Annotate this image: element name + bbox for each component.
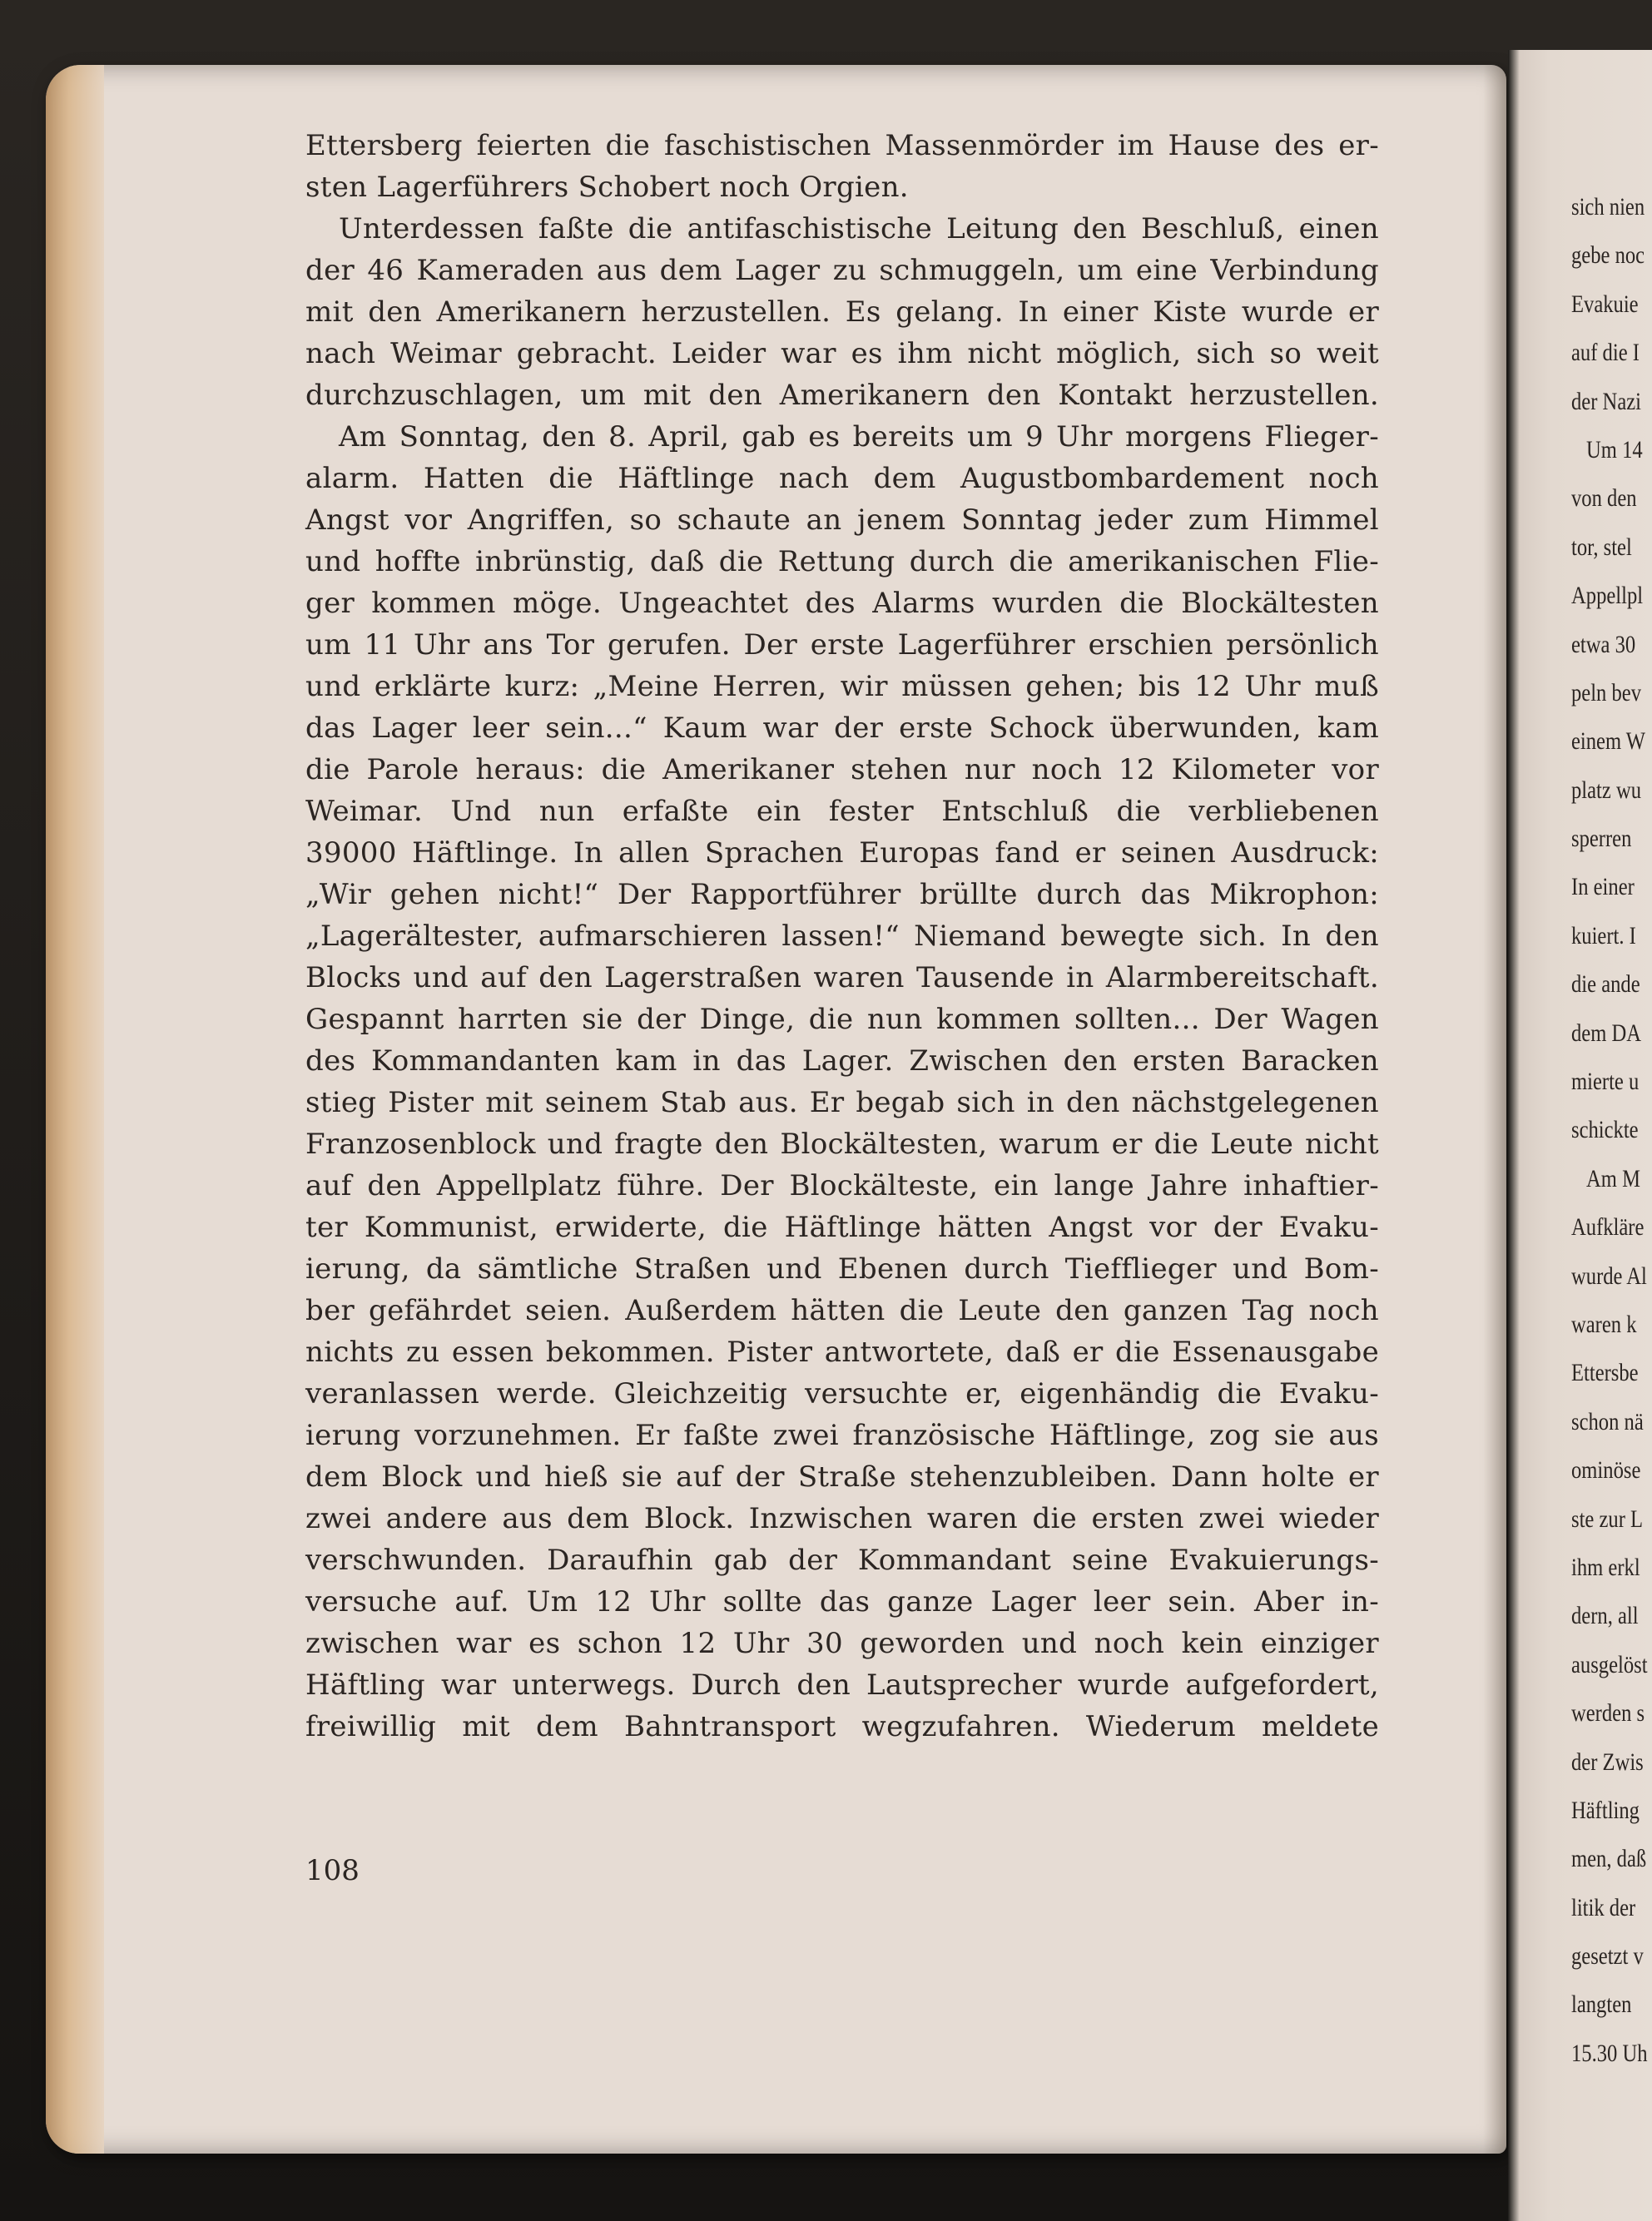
right-text-line: litik der	[1571, 1893, 1636, 1921]
text-line: Gespannt harrten sie der Dinge, die nun kommen sollten... Der Wagen	[305, 1003, 1379, 1036]
right-text-line: dem DA	[1571, 1019, 1642, 1047]
right-text-line: ihm erkl	[1571, 1553, 1640, 1581]
right-text-line: sperren	[1571, 825, 1632, 853]
right-page-text	[1571, 183, 1652, 2078]
text-line: der 46 Kameraden aus dem Lager zu schmuggeln, um eine Verbindung	[305, 254, 1379, 287]
text-line: alarm. Hatten die Häftlinge nach dem Augustbombardement noch	[305, 462, 1379, 495]
right-text-line: ominöse	[1571, 1456, 1641, 1485]
text-line: „Wir gehen nicht!“ Der Rapportführer brüllte durch das Mikrophon:	[305, 878, 1379, 911]
right-page-fragment	[1508, 50, 1652, 2221]
page-edge	[46, 65, 104, 2154]
text-line: Häftling war unterwegs. Durch den Lautsprecher wurde aufgefordert,	[305, 1668, 1379, 1702]
right-text-line: Häftling	[1571, 1796, 1640, 1824]
page-gutter-shadow	[1483, 65, 1506, 2154]
text-line: Angst vor Angriffen, so schaute an jenem Sonntag jeder zum Himmel	[305, 503, 1379, 537]
text-line: dem Block und hieß sie auf der Straße stehenzubleiben. Dann holte er	[305, 1460, 1379, 1494]
text-line: auf den Appellplatz führe. Der Blockälteste, ein lange Jahre inhaftier-	[305, 1169, 1379, 1202]
text-line: „Lagerältester, aufmarschieren lassen!“ Niemand bewegte sich. In den	[305, 920, 1379, 953]
right-text-line: dern, all	[1571, 1602, 1639, 1630]
text-line: und erklärte kurz: „Meine Herren, wir müssen gehen; bis 12 Uhr muß	[305, 670, 1379, 703]
right-text-line: Appellpl	[1571, 582, 1644, 610]
text-line: stieg Pister mit seinem Stab aus. Er begab sich in den nächstgelegenen	[305, 1086, 1379, 1119]
text-line: Weimar. Und nun erfaßte ein fester Entschluß die verbliebenen	[305, 795, 1379, 828]
page-body-text	[305, 125, 1379, 1748]
text-line: 39000 Häftlinge. In allen Sprachen Europas fand er seinen Ausdruck:	[305, 836, 1379, 870]
right-text-line: Um 14	[1586, 435, 1643, 464]
text-line: ierung vorzunehmen. Er faßte zwei französische Häftlinge, zog sie aus	[305, 1419, 1379, 1452]
text-line: zwischen war es schon 12 Uhr 30 geworden und noch kein einziger	[305, 1627, 1379, 1660]
right-text-line: platz wu	[1571, 776, 1642, 804]
right-text-line: die ande	[1571, 970, 1640, 999]
text-line: des Kommandanten kam in das Lager. Zwischen den ersten Baracken	[305, 1044, 1379, 1078]
text-line: ger kommen möge. Ungeachtet des Alarms wurden die Blockältesten	[305, 587, 1379, 620]
right-text-line: etwa 30	[1571, 630, 1636, 658]
right-text-line: tor, stel	[1571, 533, 1632, 561]
right-text-line: Evakuie	[1571, 290, 1639, 318]
right-text-line: Ettersbe	[1571, 1359, 1639, 1387]
text-line: ierung, da sämtliche Straßen und Ebenen durch Tiefflieger und Bom-	[305, 1252, 1379, 1286]
right-text-line: der Zwis	[1571, 1748, 1644, 1776]
right-text-line: Am M	[1586, 1164, 1640, 1192]
right-text-line: langten	[1571, 1990, 1632, 2019]
text-line: Blocks und auf den Lagerstraßen waren Tausende in Alarmbereitschaft.	[305, 961, 1379, 994]
text-line: sten Lagerführers Schobert noch Orgien.	[305, 171, 909, 204]
right-text-line: schon nä	[1571, 1407, 1644, 1435]
text-line: ter Kommunist, erwiderte, die Häftlinge hätten Angst vor der Evaku-	[305, 1211, 1379, 1244]
text-line: versuche auf. Um 12 Uhr sollte das ganze Lager leer sein. Aber in-	[305, 1585, 1379, 1619]
text-line: Unterdessen faßte die antifaschistische Leitung den Beschluß, einen	[339, 212, 1379, 245]
text-line: freiwillig mit dem Bahntransport wegzufahren. Wiederum meldete	[305, 1710, 1379, 1743]
text-line: nichts zu essen bekommen. Pister antwortete, daß er die Essenausgabe	[305, 1336, 1379, 1369]
text-line: mit den Amerikanern herzustellen. Es gelang. In einer Kiste wurde er	[305, 295, 1379, 329]
right-text-line: mierte u	[1571, 1068, 1640, 1096]
page-number: 108	[305, 1854, 360, 1887]
right-text-line: men, daß	[1571, 1845, 1647, 1873]
right-text-line: sich nien	[1571, 193, 1645, 221]
right-text-line: ausgelöst	[1571, 1650, 1648, 1678]
right-text-line: kuiert. I	[1571, 921, 1636, 949]
right-text-line: wurde Al	[1571, 1262, 1647, 1290]
right-text-line: von den	[1571, 484, 1637, 513]
right-text-line: werden s	[1571, 1699, 1645, 1728]
right-text-line: 15.30 Uh	[1571, 2039, 1648, 2067]
text-line: die Parole heraus: die Amerikaner stehen nur noch 12 Kilometer vor	[305, 753, 1379, 786]
text-line: durchzuschlagen, um mit den Amerikanern den Kontakt herzustellen.	[305, 379, 1379, 412]
right-text-line: waren k	[1571, 1310, 1637, 1338]
right-text-line: einem W	[1571, 727, 1646, 756]
text-line: Ettersberg feierten die faschistischen Massenmörder im Hause des er-	[305, 129, 1379, 162]
right-text-line: peln bev	[1571, 678, 1642, 706]
right-text-line: In einer	[1571, 873, 1635, 901]
text-line: veranlassen werde. Gleichzeitig versuchte er, eigenhändig die Evaku-	[305, 1377, 1379, 1410]
text-line: Franzosenblock und fragte den Blockältesten, warum er die Leute nicht	[305, 1128, 1379, 1161]
text-line: zwei andere aus dem Block. Inzwischen waren die ersten zwei wieder	[305, 1502, 1379, 1535]
text-line: um 11 Uhr ans Tor gerufen. Der erste Lagerführer erschien persönlich	[305, 628, 1379, 662]
text-line: nach Weimar gebracht. Leider war es ihm nicht möglich, sich so weit	[305, 337, 1379, 370]
text-line: das Lager leer sein...“ Kaum war der erste Schock überwunden, kam	[305, 711, 1379, 745]
right-text-line: gesetzt v	[1571, 1942, 1644, 1971]
right-text-line: ste zur L	[1571, 1505, 1644, 1533]
right-text-line: schickte	[1571, 1116, 1639, 1144]
text-line: und hoffte inbrünstig, daß die Rettung durch die amerikanischen Flie-	[305, 545, 1379, 578]
text-line: ber gefährdet seien. Außerdem hätten die Leute den ganzen Tag noch	[305, 1294, 1379, 1327]
text-line: Am Sonntag, den 8. April, gab es bereits um 9 Uhr morgens Flieger-	[339, 420, 1379, 454]
text-line: verschwunden. Daraufhin gab der Kommandant seine Evakuierungs-	[305, 1544, 1379, 1577]
right-text-line: auf die I	[1571, 339, 1640, 367]
right-text-line: der Nazi	[1571, 387, 1641, 415]
right-text-line: Aufkläre	[1571, 1213, 1645, 1242]
right-text-line: gebe noc	[1571, 241, 1645, 270]
